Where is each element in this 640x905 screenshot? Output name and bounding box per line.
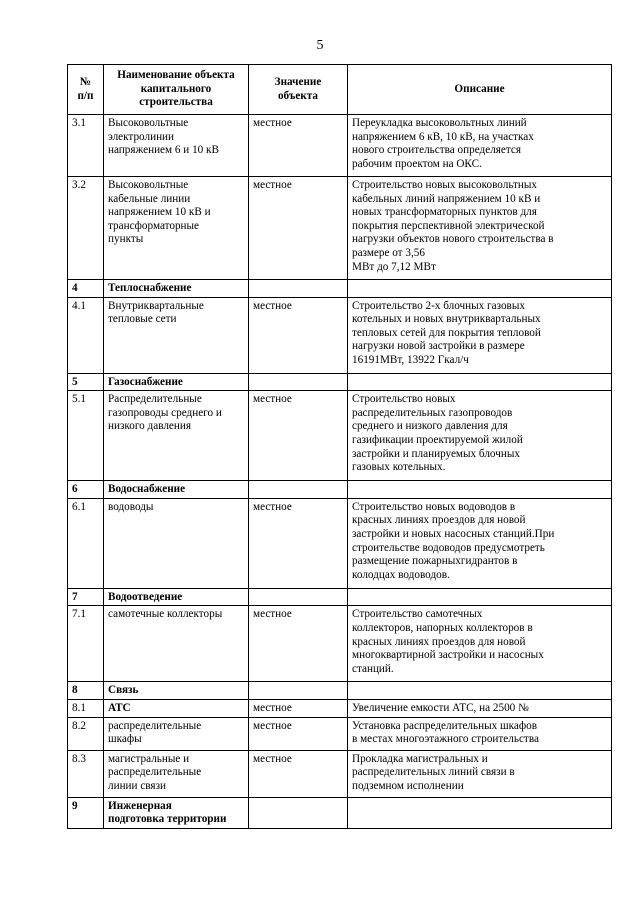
header-num: № п/п — [68, 65, 104, 115]
table-row — [68, 717, 612, 750]
header-value: Значение объекта — [249, 65, 348, 115]
section-row — [68, 481, 612, 499]
row-description: Строительство новых водоводов в красных линиях проездов для новой застройки и новых насосных станций.При строительстве водоводов предусмотреть размещение пожарныхгидрантов в колодцах водоводов. — [348, 498, 612, 588]
table-header-row — [68, 65, 612, 115]
section-row — [68, 588, 612, 606]
row-value: местное — [249, 391, 348, 481]
header-description: Описание — [348, 65, 612, 115]
row-value: местное — [249, 717, 348, 750]
row-num: 3.1 — [68, 115, 104, 177]
empty-cell — [348, 280, 612, 298]
row-value: местное — [249, 297, 348, 373]
row-name: Высоковольтные кабельные линии напряжением 10 кВ и трансформаторные пункты — [104, 177, 249, 280]
row-num: 8.2 — [68, 717, 104, 750]
section-row — [68, 797, 612, 828]
empty-cell — [348, 373, 612, 391]
section-num: 4 — [68, 280, 104, 298]
row-name: магистральные и распределительные линии связи — [104, 750, 249, 797]
row-description: Строительство новых высоковольтных кабельных линий напряжением 10 кВ и новых трансформаторных пунктов для покрытия перспективной электрической нагрузки объектов нового строительства в размере от 3,56 МВт до 7,12 МВт — [348, 177, 612, 280]
infrastructure-table — [67, 64, 612, 829]
header-name: Наименование объекта капитального строительства — [104, 65, 249, 115]
row-name: АТС — [104, 699, 249, 717]
row-value: местное — [249, 606, 348, 682]
row-name: водоводы — [104, 498, 249, 588]
row-name: Высоковольтные электролинии напряжением 6 и 10 кВ — [104, 115, 249, 177]
section-num: 5 — [68, 373, 104, 391]
row-value: местное — [249, 699, 348, 717]
table-row — [68, 297, 612, 373]
table-row — [68, 177, 612, 280]
section-title: Газоснабжение — [104, 373, 249, 391]
row-description: Строительство 2-х блочных газовых котельных и новых внутриквартальных тепловых сетей для покрытия тепловой нагрузки новой застройки в размере 16191МВт, 13922 Гкал/ч — [348, 297, 612, 373]
table-row — [68, 699, 612, 717]
row-name: самотечные коллекторы — [104, 606, 249, 682]
empty-cell — [348, 682, 612, 700]
section-num: 7 — [68, 588, 104, 606]
row-description: Увеличение емкости АТС, на 2500 № — [348, 699, 612, 717]
row-num: 4.1 — [68, 297, 104, 373]
section-num: 8 — [68, 682, 104, 700]
row-num: 7.1 — [68, 606, 104, 682]
empty-cell — [348, 797, 612, 828]
section-title: Связь — [104, 682, 249, 700]
row-num: 8.3 — [68, 750, 104, 797]
row-num: 3.2 — [68, 177, 104, 280]
section-title: Водоснабжение — [104, 481, 249, 499]
row-value: местное — [249, 498, 348, 588]
section-title: Водоотведение — [104, 588, 249, 606]
empty-cell — [249, 481, 348, 499]
empty-cell — [348, 481, 612, 499]
row-num: 5.1 — [68, 391, 104, 481]
section-row — [68, 373, 612, 391]
empty-cell — [249, 797, 348, 828]
empty-cell — [249, 280, 348, 298]
row-description: Переукладка высоковольтных линий напряжением 6 кВ, 10 кВ, на участках нового строительства определяется рабочим проектом на ОКС. — [348, 115, 612, 177]
row-num: 8.1 — [68, 699, 104, 717]
row-name: Распределительные газопроводы среднего и низкого давления — [104, 391, 249, 481]
row-num: 6.1 — [68, 498, 104, 588]
table-row — [68, 606, 612, 682]
table-row — [68, 115, 612, 177]
section-row — [68, 280, 612, 298]
row-description: Строительство самотечных коллекторов, напорных коллекторов в красных линиях проездов для новой многоквартирной застройки и насосных станций. — [348, 606, 612, 682]
empty-cell — [249, 588, 348, 606]
empty-cell — [348, 588, 612, 606]
row-value: местное — [249, 177, 348, 280]
section-num: 6 — [68, 481, 104, 499]
empty-cell — [249, 373, 348, 391]
section-title: Теплоснабжение — [104, 280, 249, 298]
section-row — [68, 682, 612, 700]
row-value: местное — [249, 750, 348, 797]
row-description: Прокладка магистральных и распределительных линий связи в подземном исполнении — [348, 750, 612, 797]
row-name: распределительные шкафы — [104, 717, 249, 750]
table-row — [68, 750, 612, 797]
table-row — [68, 391, 612, 481]
table-row — [68, 498, 612, 588]
row-value: местное — [249, 115, 348, 177]
section-num: 9 — [68, 797, 104, 828]
page-number: 5 — [316, 38, 324, 53]
row-description: Строительство новых распределительных газопроводов среднего и низкого давления для газификации проектируемой жилой застройки и планируемых блочных газовых котельных. — [348, 391, 612, 481]
row-name: Внутриквартальные тепловые сети — [104, 297, 249, 373]
section-title: Инженерная подготовка территории — [104, 797, 249, 828]
row-description: Установка распределительных шкафов в местах многоэтажного строительства — [348, 717, 612, 750]
empty-cell — [249, 682, 348, 700]
